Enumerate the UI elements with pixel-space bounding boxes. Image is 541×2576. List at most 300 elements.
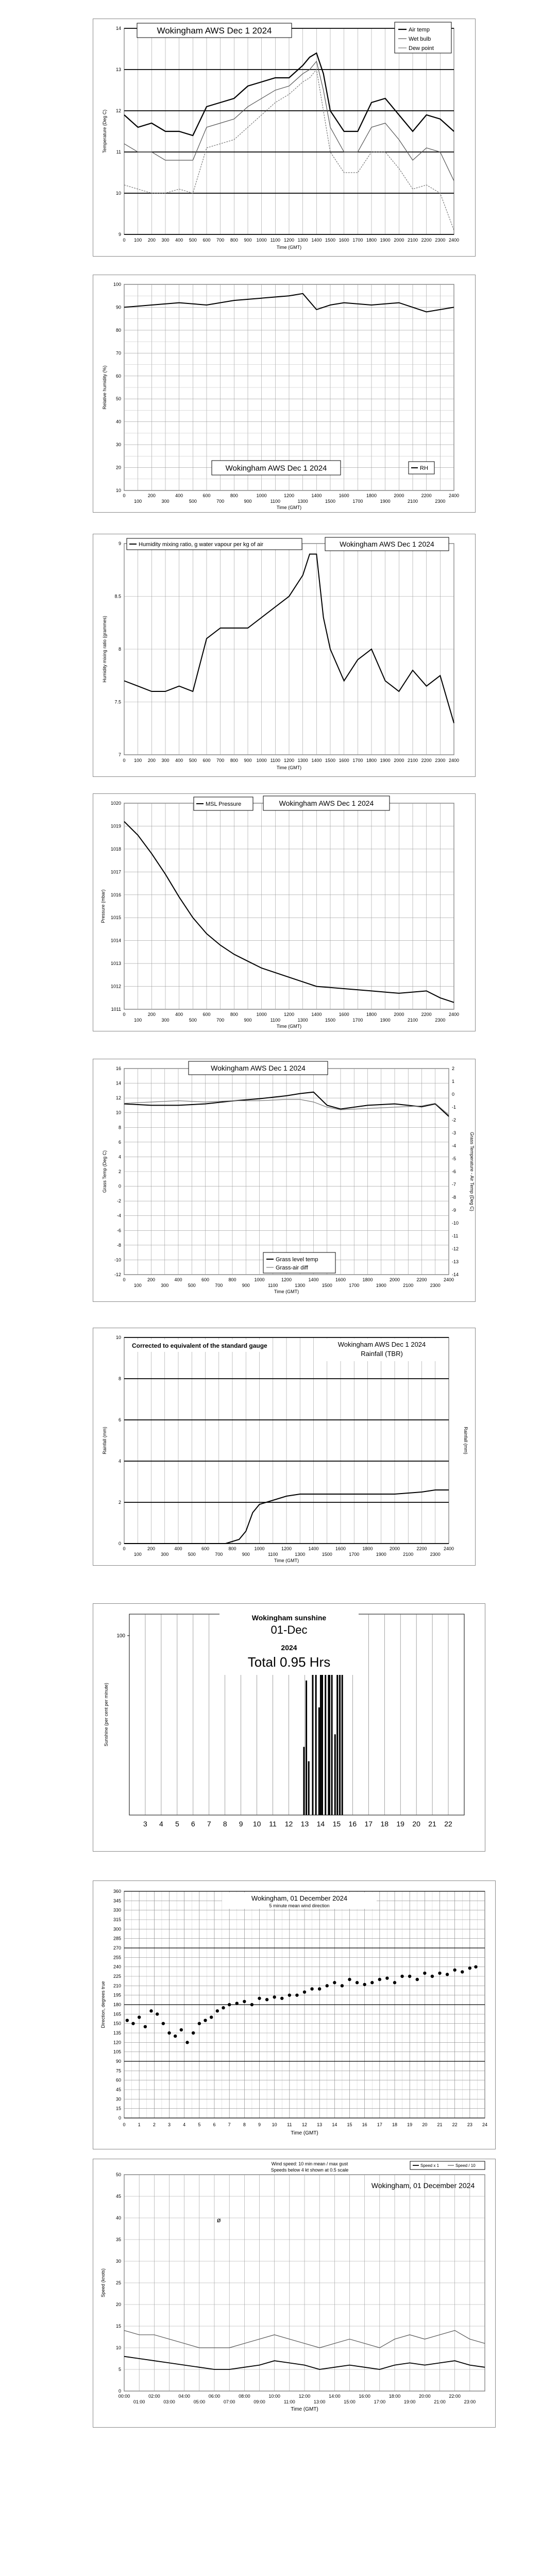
x-tick-label: 3: [143, 1820, 147, 1828]
x-tick-label: 0: [123, 238, 126, 243]
x-tick-label: 500: [188, 1283, 196, 1288]
y-tick-label: 4: [118, 1154, 121, 1160]
chart-title: Wokingham, 01 December 2024: [251, 1894, 348, 1902]
wind-direction-point: [393, 1981, 396, 1984]
x-tick-label: 1700: [349, 1552, 360, 1557]
x-tick-label: 300: [161, 238, 170, 243]
x-tick-label: 900: [242, 1283, 250, 1288]
legend-label: Speed / 10: [455, 2163, 476, 2168]
x-tick-label: 2000: [394, 493, 404, 498]
wind-direction-point: [174, 2035, 177, 2038]
x-tick-label: 19: [407, 2122, 413, 2127]
y-tick-label: -10: [114, 1257, 121, 1263]
x-tick-label: 1000: [254, 1277, 265, 1282]
y-axis-label: Grass Temp (Deg C): [102, 1150, 107, 1193]
x-tick-label: 2200: [416, 1277, 427, 1282]
x-tick-label: 1500: [322, 1552, 332, 1557]
wind-direction-point: [243, 2000, 246, 2003]
x-tick-label: 1200: [283, 238, 295, 243]
x-tick-label: 03:00: [163, 2399, 175, 2404]
y-tick-label: 180: [113, 2002, 121, 2007]
chart-title: Wokingham, 01 December 2024: [371, 2181, 475, 2190]
legend-label: Grass-air diff: [276, 1265, 308, 1271]
x-axis-label: Time (GMT): [276, 765, 302, 770]
wind-direction-point: [453, 1969, 456, 1972]
y-tick-label: 30: [115, 2259, 121, 2264]
x-tick-label: 1400: [311, 238, 322, 243]
x-tick-label: 2200: [421, 1012, 432, 1017]
wind-direction-point: [363, 1983, 366, 1986]
y-tick-label: 70: [115, 350, 121, 356]
y-tick-label: 11: [116, 149, 121, 155]
x-tick-label: 2200: [421, 238, 432, 243]
y-tick-label: 13: [115, 67, 121, 72]
humidity-chart-panel: [93, 275, 476, 513]
wind-direction-point: [318, 1987, 321, 1990]
x-tick-label: 1300: [295, 1552, 306, 1557]
y-tick-label: 0: [118, 1541, 121, 1546]
y-tick-label: 225: [113, 1974, 121, 1979]
y-tick-label-right: -10: [452, 1221, 459, 1226]
y-tick-label: 30: [115, 2096, 121, 2102]
wind-direction-point: [468, 1967, 471, 1970]
wind-direction-chart: [93, 1881, 495, 2149]
y-axis-label-right: Grass Temperature - Air Temp (Deg C): [469, 1132, 475, 1211]
x-tick-label: 0: [123, 493, 126, 498]
x-tick-label: 500: [188, 1552, 196, 1557]
x-tick-label: 800: [230, 1012, 238, 1017]
x-tick-label: 11:00: [283, 2399, 295, 2404]
x-tick-label: 10: [272, 2122, 277, 2127]
x-tick-label: 16: [348, 1820, 357, 1828]
wind-speed-chart-panel: [93, 2159, 496, 2428]
y-tick-label: 14: [115, 26, 121, 31]
wind-direction-point: [258, 1997, 261, 2000]
x-tick-label: 2000: [389, 1546, 400, 1551]
x-axis-label: Time (GMT): [291, 2130, 318, 2136]
x-tick-label: 200: [147, 1277, 156, 1282]
x-tick-label: 1900: [376, 1552, 386, 1557]
x-tick-label: 6: [213, 2122, 216, 2127]
x-tick-label: 0: [123, 758, 126, 763]
x-tick-label: 300: [161, 499, 170, 504]
y-tick-label-right: -11: [452, 1233, 459, 1239]
wind-direction-point: [461, 1970, 464, 1973]
wind-direction-point: [204, 2019, 207, 2022]
y-axis-label: Relative humidity (%): [102, 365, 107, 410]
x-tick-label: 600: [202, 238, 211, 243]
chart-title: Wokingham AWS Dec 1 2024: [157, 25, 272, 36]
wind-direction-point: [210, 2015, 213, 2019]
x-tick-label: 1700: [352, 1018, 363, 1023]
y-tick-label: 300: [113, 1926, 121, 1932]
pressure-chart: [93, 794, 475, 1031]
x-tick-label: 04:00: [178, 2394, 190, 2399]
wind-direction-point: [474, 1965, 477, 1968]
y-tick-label: 40: [115, 419, 121, 425]
chart-date: 01-Dec: [270, 1623, 308, 1636]
x-tick-label: 1600: [335, 1546, 346, 1551]
x-tick-label: 2300: [435, 1018, 446, 1023]
legend-label: Dew point: [409, 45, 434, 52]
legend-label: RH: [420, 465, 428, 471]
x-tick-label: 2300: [430, 1552, 441, 1557]
x-tick-label: 2400: [448, 238, 460, 243]
y-tick-label: 25: [115, 2280, 121, 2285]
y-tick-label: 45: [115, 2194, 121, 2199]
x-tick-label: 24: [482, 2122, 488, 2127]
y-tick-label: 1013: [110, 961, 121, 967]
x-tick-label: 8: [243, 2122, 246, 2127]
x-tick-label: 600: [201, 1546, 210, 1551]
chart-title: Wokingham AWS Dec 1 2024: [211, 1063, 306, 1072]
y-tick-label: 1018: [110, 846, 121, 852]
wind-direction-point: [400, 1975, 403, 1978]
x-tick-label: 700: [215, 1552, 223, 1557]
y-tick-label: 315: [113, 1917, 121, 1922]
wind-direction-point: [273, 1995, 276, 1998]
chart-subtitle: 5 minute mean wind direction: [269, 1903, 330, 1908]
x-tick-label: 100: [134, 499, 142, 504]
x-tick-label: 800: [230, 758, 238, 763]
x-tick-label: 14: [332, 2122, 337, 2127]
y-tick-label: 330: [113, 1907, 121, 1913]
y-tick-label: 100: [113, 282, 121, 287]
x-tick-label: 400: [175, 1012, 183, 1017]
x-tick-label: 1200: [283, 1012, 295, 1017]
wind-direction-point: [446, 1973, 449, 1976]
y-tick-label-right: -7: [452, 1182, 457, 1187]
x-tick-label: 200: [147, 238, 156, 243]
y-tick-label: 20: [115, 465, 121, 470]
x-tick-label: 800: [230, 493, 238, 498]
x-tick-label: 2400: [448, 758, 460, 763]
y-tick-label: 360: [113, 1889, 121, 1894]
x-tick-label: 100: [134, 238, 142, 243]
wind-direction-point: [385, 1976, 388, 1979]
x-tick-label: 9: [239, 1820, 243, 1828]
chart-title: Wokingham AWS Dec 1 2024: [225, 464, 327, 473]
x-tick-label: 18: [380, 1820, 389, 1828]
x-tick-label: 2300: [435, 238, 446, 243]
x-tick-label: 1900: [376, 1283, 386, 1288]
x-tick-label: 21: [437, 2122, 443, 2127]
x-tick-label: 06:00: [208, 2394, 221, 2399]
y-tick-label: 15: [115, 2106, 121, 2111]
x-tick-label: 20: [422, 2122, 428, 2127]
x-tick-label: 2300: [435, 758, 446, 763]
x-tick-label: 900: [242, 1552, 250, 1557]
rainfall-chart: [93, 1328, 475, 1565]
y-tick-label: 4: [118, 1459, 121, 1464]
wind-direction-point: [416, 1978, 419, 1981]
y-tick-label-right: -9: [452, 1208, 457, 1213]
wind-direction-point: [162, 2022, 165, 2025]
y-tick-label: 255: [113, 1955, 121, 1960]
x-tick-label: 14: [316, 1820, 325, 1828]
x-tick-label: 400: [174, 1546, 182, 1551]
x-tick-label: 900: [244, 1018, 252, 1023]
y-tick-label-right: -1: [452, 1105, 457, 1110]
y-tick-label: 240: [113, 1964, 121, 1970]
x-tick-label: 500: [189, 758, 197, 763]
x-tick-label: 21: [428, 1820, 436, 1828]
x-tick-label: 1400: [311, 1012, 322, 1017]
x-tick-label: 2100: [407, 1018, 418, 1023]
x-tick-label: 1500: [322, 1283, 332, 1288]
y-tick-label-right: -4: [452, 1143, 457, 1148]
y-axis-label: Pressure (mbar): [100, 889, 106, 923]
x-tick-label: 200: [147, 1012, 156, 1017]
x-tick-label: 300: [161, 758, 170, 763]
x-tick-label: 16: [362, 2122, 367, 2127]
sunshine-bar: [318, 1707, 320, 1815]
x-tick-label: 200: [147, 758, 156, 763]
wind-direction-point: [370, 1981, 374, 1984]
x-tick-label: 1300: [297, 499, 308, 504]
x-tick-label: 100: [133, 1283, 142, 1288]
y-tick-label: 35: [115, 2237, 121, 2242]
y-tick-label: 8: [118, 1376, 121, 1381]
x-tick-label: 2000: [394, 1012, 404, 1017]
y-tick-label: 9: [118, 541, 121, 546]
x-tick-label: 700: [216, 758, 225, 763]
y-tick-label: 165: [113, 2011, 121, 2017]
x-tick-label: 08:00: [239, 2394, 250, 2399]
x-tick-label: 23:00: [464, 2399, 476, 2404]
chart-subtitle: Rainfall (TBR): [361, 1350, 403, 1358]
y-tick-label: 7: [118, 752, 121, 757]
x-tick-label: 1700: [349, 1283, 360, 1288]
sunshine-bar: [334, 1734, 336, 1815]
y-tick-label: 100: [116, 1633, 125, 1639]
x-tick-label: 10:00: [268, 2394, 280, 2399]
x-tick-label: 1200: [281, 1277, 292, 1282]
x-tick-label: 1900: [380, 758, 391, 763]
y-tick-label: 10: [115, 488, 121, 493]
y-tick-label: 285: [113, 1936, 121, 1941]
x-tick-label: 1: [138, 2122, 141, 2127]
y-tick-label: 14: [115, 1080, 121, 1086]
y-tick-label: 15: [115, 2324, 121, 2329]
x-tick-label: 1500: [325, 499, 336, 504]
y-tick-label: 1015: [110, 915, 121, 921]
y-tick-label-right: -14: [452, 1272, 459, 1277]
x-tick-label: 11: [269, 1820, 277, 1828]
x-tick-label: 1800: [366, 238, 377, 243]
wind-direction-point: [185, 2041, 189, 2044]
wind-direction-point: [235, 2002, 239, 2005]
x-tick-label: 1900: [380, 238, 391, 243]
y-tick-label: 120: [113, 2040, 121, 2045]
y-tick-label-right: -3: [452, 1130, 457, 1136]
wind-direction-point: [198, 2022, 201, 2025]
x-tick-label: 400: [175, 758, 183, 763]
x-tick-label: 700: [216, 499, 225, 504]
y-tick-label: 30: [115, 442, 121, 448]
wind-direction-point: [156, 2012, 159, 2015]
chart-title: Wokingham AWS Dec 1 2024: [279, 799, 374, 807]
x-tick-label: 2200: [416, 1546, 427, 1551]
x-tick-label: 05:00: [193, 2399, 206, 2404]
x-tick-label: 600: [202, 1012, 211, 1017]
wind-direction-point: [222, 2006, 225, 2009]
wind-speed-chart: [93, 2159, 495, 2427]
x-tick-label: 500: [189, 499, 197, 504]
x-tick-label: 300: [161, 1283, 169, 1288]
x-tick-label: 12: [301, 2122, 308, 2127]
x-tick-label: 900: [244, 238, 252, 243]
x-tick-label: 400: [174, 1277, 182, 1282]
y-tick-label-right: -8: [452, 1195, 457, 1200]
pressure-chart-panel: [93, 793, 476, 1031]
x-tick-label: 400: [175, 493, 183, 498]
x-tick-label: 12: [284, 1820, 293, 1828]
wind-direction-point: [149, 2009, 153, 2012]
wind-direction-point: [303, 1990, 306, 1993]
x-tick-label: 100: [133, 1552, 142, 1557]
y-tick-label-right: -5: [452, 1156, 457, 1161]
x-tick-label: 300: [161, 1552, 169, 1557]
x-tick-label: 22:00: [449, 2394, 461, 2399]
y-axis-label: Humidity mixing ratio (grammes): [102, 616, 107, 683]
x-tick-label: 1200: [283, 758, 295, 763]
y-tick-label: -6: [116, 1228, 121, 1233]
y-tick-label: 1017: [110, 869, 121, 875]
wind-direction-point: [131, 2022, 134, 2025]
x-tick-label: 2200: [421, 493, 432, 498]
x-tick-label: 2: [153, 2122, 156, 2127]
y-tick-label: 105: [113, 2049, 121, 2055]
x-axis-label: Time (GMT): [274, 1289, 299, 1294]
x-tick-label: 2100: [407, 238, 418, 243]
x-tick-label: 0: [123, 2122, 126, 2127]
wind-direction-point: [144, 2025, 147, 2028]
y-tick-label: 1011: [111, 1007, 121, 1012]
y-tick-label: 10: [115, 2345, 121, 2350]
x-tick-label: 1000: [256, 1012, 267, 1017]
x-tick-label: 1500: [325, 238, 336, 243]
y-tick-label: 1020: [110, 801, 121, 806]
y-tick-label: 10: [115, 191, 121, 196]
x-tick-label: 17: [364, 1820, 373, 1828]
y-tick-label-right: -6: [452, 1169, 457, 1174]
x-tick-label: 16:00: [359, 2394, 370, 2399]
x-tick-label: 1000: [256, 493, 267, 498]
wind-direction-point: [192, 2031, 195, 2035]
x-tick-label: 1100: [270, 758, 281, 763]
mixing-ratio-chart-panel: [93, 534, 476, 777]
x-tick-label: 1400: [308, 1277, 319, 1282]
x-tick-label: 1600: [335, 1277, 346, 1282]
wind-direction-point: [288, 1993, 291, 1996]
x-tick-label: 2300: [435, 499, 446, 504]
y-tick-label: 60: [115, 373, 121, 379]
wind-direction-point: [138, 2015, 141, 2019]
x-tick-label: 3: [167, 2122, 171, 2127]
x-tick-label: 5: [198, 2122, 201, 2127]
x-tick-label: 1300: [297, 758, 308, 763]
y-tick-label-right: 1: [452, 1079, 455, 1084]
y-tick-label: 90: [115, 2059, 121, 2064]
y-tick-label: 8: [118, 647, 121, 652]
x-tick-label: 13:00: [313, 2399, 326, 2404]
wind-direction-point: [348, 1978, 351, 1981]
wind-direction-point: [408, 1975, 411, 1978]
sunshine-bar: [306, 1681, 307, 1815]
x-tick-label: 14:00: [329, 2394, 341, 2399]
x-tick-label: 2100: [407, 758, 418, 763]
wind-direction-chart-panel: [93, 1880, 496, 2149]
x-tick-label: 500: [189, 1018, 197, 1023]
x-tick-label: 7: [207, 1820, 211, 1828]
x-tick-label: 22: [452, 2122, 458, 2127]
x-tick-label: 1800: [362, 1277, 373, 1282]
x-tick-label: 600: [202, 758, 211, 763]
x-tick-label: 1300: [295, 1283, 306, 1288]
x-tick-label: 1400: [311, 758, 322, 763]
x-tick-label: 1800: [366, 493, 377, 498]
x-axis-label: Time (GMT): [274, 1558, 299, 1563]
x-tick-label: 2100: [403, 1552, 414, 1557]
rainfall-chart-panel: [93, 1328, 476, 1566]
x-tick-label: 700: [215, 1283, 223, 1288]
wind-direction-point: [333, 1981, 336, 1984]
x-tick-label: 1600: [339, 238, 349, 243]
mixing-ratio-chart: [93, 534, 475, 776]
x-tick-label: 13: [300, 1820, 309, 1828]
x-tick-label: 1100: [270, 1018, 281, 1023]
x-tick-label: 2200: [421, 758, 432, 763]
y-axis-label: Rainfall (mm): [102, 1427, 107, 1454]
y-tick-label: 1012: [110, 984, 121, 989]
y-tick-label-right: 2: [452, 1066, 455, 1071]
y-tick-label: 5: [118, 2367, 121, 2372]
temperature-chart: [93, 19, 475, 256]
x-tick-label: 500: [189, 238, 197, 243]
x-axis-label: Time (GMT): [276, 245, 302, 250]
legend-label: Air temp: [409, 27, 430, 33]
y-tick-label: 135: [113, 2030, 121, 2036]
wind-direction-point: [180, 2028, 183, 2031]
y-tick-label-right: -2: [452, 1117, 457, 1123]
x-tick-label: 15: [332, 1820, 341, 1828]
y-tick-label-right: -12: [452, 1246, 459, 1251]
x-tick-label: 1600: [339, 758, 349, 763]
chart-subtitle: Wind speed: 10 min mean / max gust: [271, 2161, 348, 2166]
sunshine-chart: [93, 1604, 485, 1851]
x-tick-label: 0: [123, 1277, 126, 1282]
chart-year: 2024: [281, 1643, 297, 1652]
x-tick-label: 09:00: [253, 2399, 265, 2404]
x-tick-label: 1800: [362, 1546, 373, 1551]
y-tick-label: -2: [116, 1198, 121, 1204]
wind-direction-point: [341, 1984, 344, 1987]
x-tick-label: 900: [244, 758, 252, 763]
y-tick-label: 195: [113, 1992, 121, 1998]
y-tick-label: -4: [116, 1213, 121, 1218]
x-tick-label: 800: [228, 1546, 236, 1551]
x-tick-label: 23: [467, 2122, 472, 2127]
legend-label: MSL Pressure: [206, 801, 242, 807]
x-tick-label: 1900: [380, 1018, 391, 1023]
x-tick-label: 2000: [394, 758, 404, 763]
wind-direction-point: [423, 1972, 426, 1975]
y-tick-label: 6: [118, 1139, 121, 1145]
x-tick-label: 2100: [407, 499, 418, 504]
y-axis-label: Sunshine (per cent per minute): [104, 1683, 109, 1747]
x-axis-label: Time (GMT): [276, 505, 302, 510]
